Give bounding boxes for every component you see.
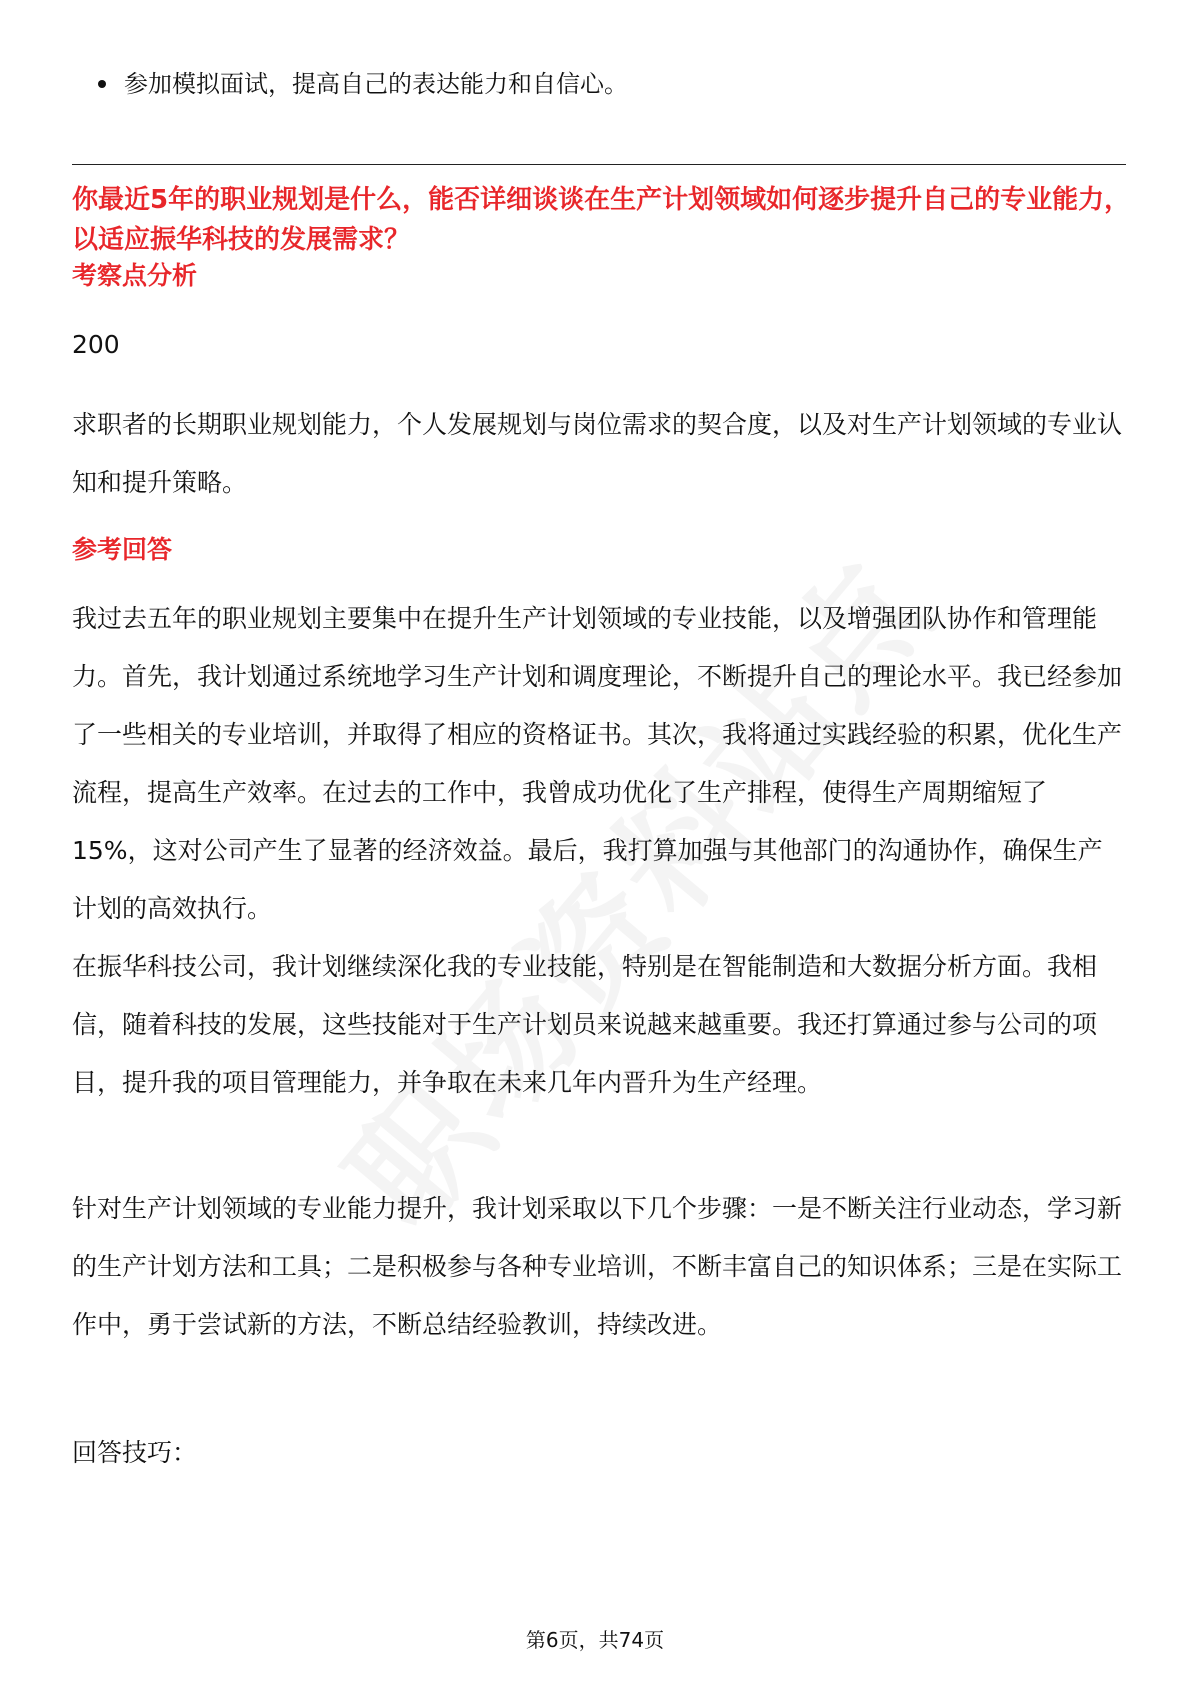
bullet-item-text: 参加模拟面试，提高自己的表达能力和自信心。 (124, 70, 628, 98)
answer-paragraph-1: 我过去五年的职业规划主要集中在提升生产计划领域的专业技能，以及增强团队协作和管理能力。首先，我计划通过系统地学习生产计划和调度理论，不断提升自己的理论水平。我已经参加了一些相关的专业培训，并取得了相应的资格证书。其次，我将通过实践经验的积累，优化生产流程，提高生产效率。在过去的工作中，我曾成功优化了生产排程，使得生产周期缩短了15%，这对公司产生了显著的经济效益。最后，我打算加强与其他部门的沟通协作，确保生产计划的高效执行。 (72, 604, 1123, 923)
analysis-title: 考察点分析 (72, 261, 198, 290)
number-value: 200 (72, 330, 120, 359)
analysis-text: 求职者的长期职业规划能力，个人发展规划与岗位需求的契合度，以及对生产计划领域的专业认知和提升策略。 (72, 410, 1123, 497)
tips-label: 回答技巧： (72, 1438, 198, 1467)
bullet-list-item (98, 62, 628, 106)
answer-paragraph-2: 在振华科技公司，我计划继续深化我的专业技能，特别是在智能制造和大数据分析方面。我相信，随着科技的发展，这些技能对于生产计划员来说越来越重要。我还打算通过参与公司的项目，提升我的项目管理能力，并争取在未来几年内晋升为生产经理。 (72, 952, 1098, 1097)
answer-title: 参考回答 (72, 535, 173, 564)
page-footer: 第6页，共74页 (525, 1628, 665, 1652)
bullet-icon (98, 80, 106, 88)
question-heading: 你最近5年的职业规划是什么，能否详细谈谈在生产计划领域如何逐步提升自己的专业能力，以适应振华科技的发展需求？ (72, 185, 1131, 255)
answer-paragraph-3: 针对生产计划领域的专业能力提升，我计划采取以下几个步骤：一是不断关注行业动态，学习新的生产计划方法和工具；二是积极参与各种专业培训，不断丰富自己的知识体系；三是在实际工作中，勇于尝试新的方法，不断总结经验教训，持续改进。 (72, 1194, 1123, 1339)
section-divider (72, 164, 1126, 165)
